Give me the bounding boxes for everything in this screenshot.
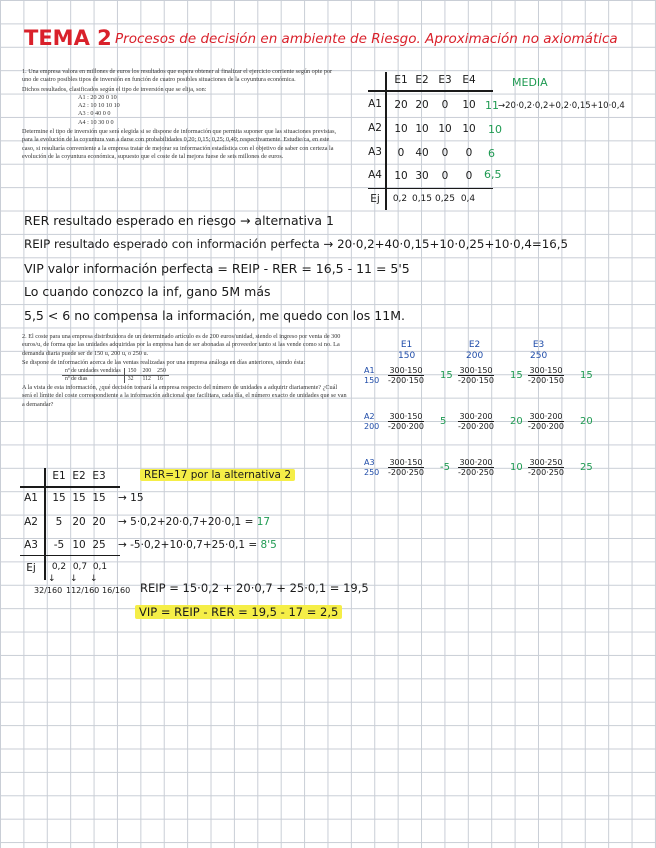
t1-row-label: A4: [368, 169, 382, 181]
t2-header: E2: [72, 470, 86, 482]
payoff-frac: [388, 366, 424, 385]
t1-media: 6,5: [484, 168, 502, 181]
t1-header: E4: [462, 74, 476, 86]
t2-frac: 16/160: [102, 586, 131, 595]
t2-expr-text: → 15: [118, 492, 144, 504]
p2-td: nº de días: [62, 376, 124, 384]
t2-cell: 20: [72, 516, 86, 528]
payoff-col: [398, 340, 415, 362]
t2-frac-n: 16: [102, 586, 113, 595]
t1-cell: 10: [394, 123, 408, 135]
note-reip: REIP resultado esperado con información perfecta → 20·0,2+40·0,15+10·0,25+10·0,4=16,5: [24, 237, 568, 251]
frac-den: -200·250: [528, 468, 564, 477]
t1-prob: 0,4: [460, 194, 476, 204]
media-label: MEDIA: [512, 76, 548, 89]
p2-td: 112: [142, 376, 151, 383]
t2-cell: 15: [92, 492, 106, 504]
note-cuando: Lo cuando conozco la inf, gano 5M más: [24, 284, 271, 299]
payoff-row-a: A2: [364, 412, 375, 421]
t2-row-label: Ej: [26, 562, 36, 574]
p2-th: nº de unidades vendidas: [62, 368, 124, 376]
payoff-frac: [528, 366, 564, 385]
p1-row: A3 : 0 40 0 0: [78, 110, 111, 118]
t2-prob: 0,7: [72, 562, 88, 572]
t1-media: 10: [488, 123, 502, 136]
frac-num: 300·150: [389, 412, 423, 421]
payoff-col: [466, 340, 483, 362]
t2-rer-text: RER=17 por la alternativa 2: [140, 469, 295, 481]
t1-cell: 10: [394, 170, 408, 182]
t1-a1-formula: →20·0,2·0,2+0,2·0,15+10·0,4: [498, 101, 625, 111]
frac-num: 300·200: [459, 458, 493, 467]
frac-den: -200·150: [458, 376, 494, 385]
down-arrow-icon: ↓: [48, 574, 56, 584]
t2-expr: [118, 539, 277, 551]
t2-expr: [118, 516, 270, 528]
t1-cell: 0: [465, 147, 473, 159]
t1-cell: 0: [441, 170, 449, 182]
payoff-col-e: E3: [532, 340, 545, 350]
frac-den: -200·150: [388, 376, 424, 385]
note-conclusion: 5,5 < 6 no compensa la información, me quedo con los 11M.: [24, 308, 405, 323]
t2-row-label: A1: [24, 492, 38, 504]
p1-text1: 1. Una empresa valora en millones de euros los resultados que espera obtener al finalizar el ejercicio corriente según opte por uno de cuatro posibles tipos de inversión en función de cuatro posibles situaciones de la coyuntura económica.: [22, 68, 333, 84]
payoff-result: 25: [580, 462, 593, 473]
note-vip: VIP valor información perfecta = REIP - RER = 16,5 - 11 = 5'5: [24, 261, 410, 276]
frac-den: -200·200: [388, 422, 424, 431]
problem-1-statement: [22, 68, 342, 161]
t2-reip: REIP = 15·0,2 + 20·0,7 + 25·0,1 = 19,5: [140, 581, 369, 595]
t1-row-label: A1: [368, 98, 382, 110]
payoff-col-e: E1: [400, 340, 413, 350]
t1-row-label: Ej: [370, 193, 380, 205]
payoff-col-e: E2: [468, 340, 481, 350]
t2-frac-n: 112: [66, 586, 82, 595]
frac-num: 300·150: [529, 366, 563, 375]
t2-cell: -5: [53, 539, 65, 551]
t1-prob: 0,25: [434, 194, 456, 204]
payoff-result: 15: [440, 370, 453, 381]
p1-row: A2 : 10 10 10 10: [78, 102, 120, 110]
p1-rows: [78, 94, 342, 127]
page-subtitle: Procesos de decisión en ambiente de Riesgo. Aproximación no axiomática: [115, 31, 618, 47]
p1-row: A1 : 20 20 0 10: [78, 93, 117, 101]
payoff-row-label: [364, 412, 379, 432]
payoff-result: 5: [440, 416, 447, 427]
t1-cell: 0: [441, 147, 449, 159]
t2-frac-d: 160: [114, 586, 131, 595]
t1-prob: 0,15: [411, 194, 433, 204]
p2-th: 200: [142, 368, 152, 375]
t1-header: E3: [438, 74, 452, 86]
payoff-row-v: 200: [364, 422, 380, 431]
t2-header: E3: [92, 470, 106, 482]
t2-header: E1: [52, 470, 66, 482]
frac-den: -200·200: [458, 422, 494, 431]
t2-cell: 25: [92, 539, 106, 551]
frac-num: 300·150: [389, 458, 423, 467]
t1-cell: 20: [415, 99, 429, 111]
problem-2-statement: [22, 333, 348, 409]
t1-row-label: A2: [368, 122, 382, 134]
t2-row-label: A3: [24, 539, 38, 551]
t2-vip-text: VIP = REIP - RER = 19,5 - 17 = 2,5: [135, 605, 342, 619]
p2-td: 32: [127, 376, 134, 383]
t2-result: 8'5: [260, 539, 277, 551]
t1-cell: 10: [415, 123, 429, 135]
t1-cell: 0: [397, 147, 405, 159]
t2-frac-n: 32: [34, 586, 45, 595]
payoff-frac: [458, 412, 494, 431]
t1-cell: 20: [394, 99, 408, 111]
t2-cell: 15: [72, 492, 86, 504]
frac-den: -200·150: [528, 376, 564, 385]
t1-cell: 30: [415, 170, 429, 182]
payoff-result: 10: [510, 462, 523, 473]
payoff-row-v: 150: [364, 376, 380, 385]
payoff-col-v: 250: [530, 351, 548, 361]
p2-th: 250: [157, 368, 166, 375]
p2-text2: Se dispone de información acerca de las ventas realizadas por una empresa análoga en días anteriores, siendo ésta:: [22, 358, 306, 366]
t1-header: E1: [394, 74, 408, 86]
p2-sales-table: [62, 368, 169, 383]
payoff-result: 20: [510, 416, 523, 427]
t2-cell: 10: [72, 539, 86, 551]
p2-td: 16: [157, 376, 163, 383]
p2-th: 150: [127, 368, 137, 375]
note-rer: RER resultado esperado en riesgo → alternativa 1: [24, 213, 334, 228]
frac-num: 300·200: [459, 412, 493, 421]
t2-rer: [140, 469, 295, 481]
t1-row-label: A3: [368, 146, 382, 158]
p2-text3: A la vista de esta información, ¿qué decisión tomará la empresa respecto del número de unidades a adquirir diariamente? ¿Cuál será el límite del coste correspondiente a la información adicional que facilitara, cada día, el número exacto de unidades que se van a demandar?: [22, 384, 347, 408]
payoff-col-v: 200: [466, 351, 484, 361]
t1-cell: 0: [465, 170, 473, 182]
payoff-row-a: A1: [364, 366, 375, 375]
frac-den: -200·250: [458, 468, 494, 477]
payoff-result: 15: [510, 370, 523, 381]
t2-expr-text: → -5·0,2+10·0,7+25·0,1 =: [118, 539, 258, 551]
p1-row: A4 : 10 30 0 0: [78, 118, 114, 126]
payoff-result: -5: [440, 462, 450, 473]
frac-num: 300·150: [389, 366, 423, 375]
t1-cell: 40: [415, 147, 429, 159]
t2-prob: 0,2: [51, 562, 67, 572]
t2-vip: [135, 605, 342, 619]
p1-text2: Dichos resultados, clasificados según el tipo de inversión que se elija, son:: [22, 85, 207, 93]
payoff-result: 15: [580, 370, 593, 381]
p2-text1: 2. El coste para una empresa distribuidora de un determinado artículo es de 200 euros/unidad, siendo el ingreso por venta de 300 euros/u, de forma que las unidades adquiridas por la empresa han de ser abonadas al proveedor tanto si las vende como si no. La demanda diaria puede ser de 150 u, 200 u, o 250 u.: [22, 333, 341, 357]
t1-cell: 10: [462, 99, 476, 111]
t1-cell: 10: [438, 123, 452, 135]
t2-prob: 0,1: [92, 562, 108, 572]
t2-frac: 112/160: [66, 586, 100, 595]
payoff-frac: [388, 412, 424, 431]
payoff-row-a: A3: [364, 458, 375, 467]
payoff-frac: [528, 412, 564, 431]
t2-cell: 5: [55, 516, 63, 528]
payoff-col-v: 150: [398, 351, 416, 361]
t2-frac-d: 160: [83, 586, 100, 595]
t2-result: 17: [256, 516, 271, 528]
t2-frac: 32/160: [34, 586, 63, 595]
payoff-frac: [528, 458, 564, 477]
frac-num: 300·200: [529, 412, 563, 421]
t2-cell: 20: [92, 516, 106, 528]
page-title: TEMA 2: [24, 26, 112, 50]
payoff-row-label: [364, 458, 379, 478]
t2-expr-text: → 5·0,2+20·0,7+20·0,1 =: [118, 516, 254, 528]
payoff-frac: [388, 458, 424, 477]
payoff-col: [530, 340, 547, 362]
frac-den: -200·250: [388, 468, 424, 477]
frac-den: -200·200: [528, 422, 564, 431]
t1-header: E2: [415, 74, 429, 86]
t1-media: 11: [485, 99, 499, 112]
payoff-row-v: 250: [364, 468, 380, 477]
frac-num: 300·250: [529, 458, 563, 467]
p1-text3: Determine el tipo de inversión que será elegida si se dispone de información que permita suponer que las situaciones previstas, para la evolución de la coyuntura van a darse con probabilidades 0,20; 0,15; 0,25; 0,40; respectivamente. Estudie/ca, en este caso, si resultaría conveniente a la empresa tratar de mejorar su información estadística con el objetivo de saber con certeza la evolución de la coyuntura económica, supuesto que el coste de tal mejora fuese de seis millones de euros.: [22, 128, 337, 160]
t2-row-label: A2: [24, 516, 38, 528]
t2-expr: [118, 492, 144, 504]
t1-media: 6: [488, 147, 495, 160]
down-arrow-icon: ↓: [70, 574, 78, 584]
payoff-result: 20: [580, 416, 593, 427]
t2-cell: 15: [52, 492, 66, 504]
payoff-row-label: [364, 366, 379, 386]
frac-num: 300·150: [459, 366, 493, 375]
t2-frac-d: 160: [46, 586, 63, 595]
payoff-frac: [458, 366, 494, 385]
t1-cell: 10: [462, 123, 476, 135]
t1-cell: 0: [441, 99, 449, 111]
t1-prob: 0,2: [392, 194, 408, 204]
down-arrow-icon: ↓: [90, 574, 98, 584]
payoff-frac: [458, 458, 494, 477]
